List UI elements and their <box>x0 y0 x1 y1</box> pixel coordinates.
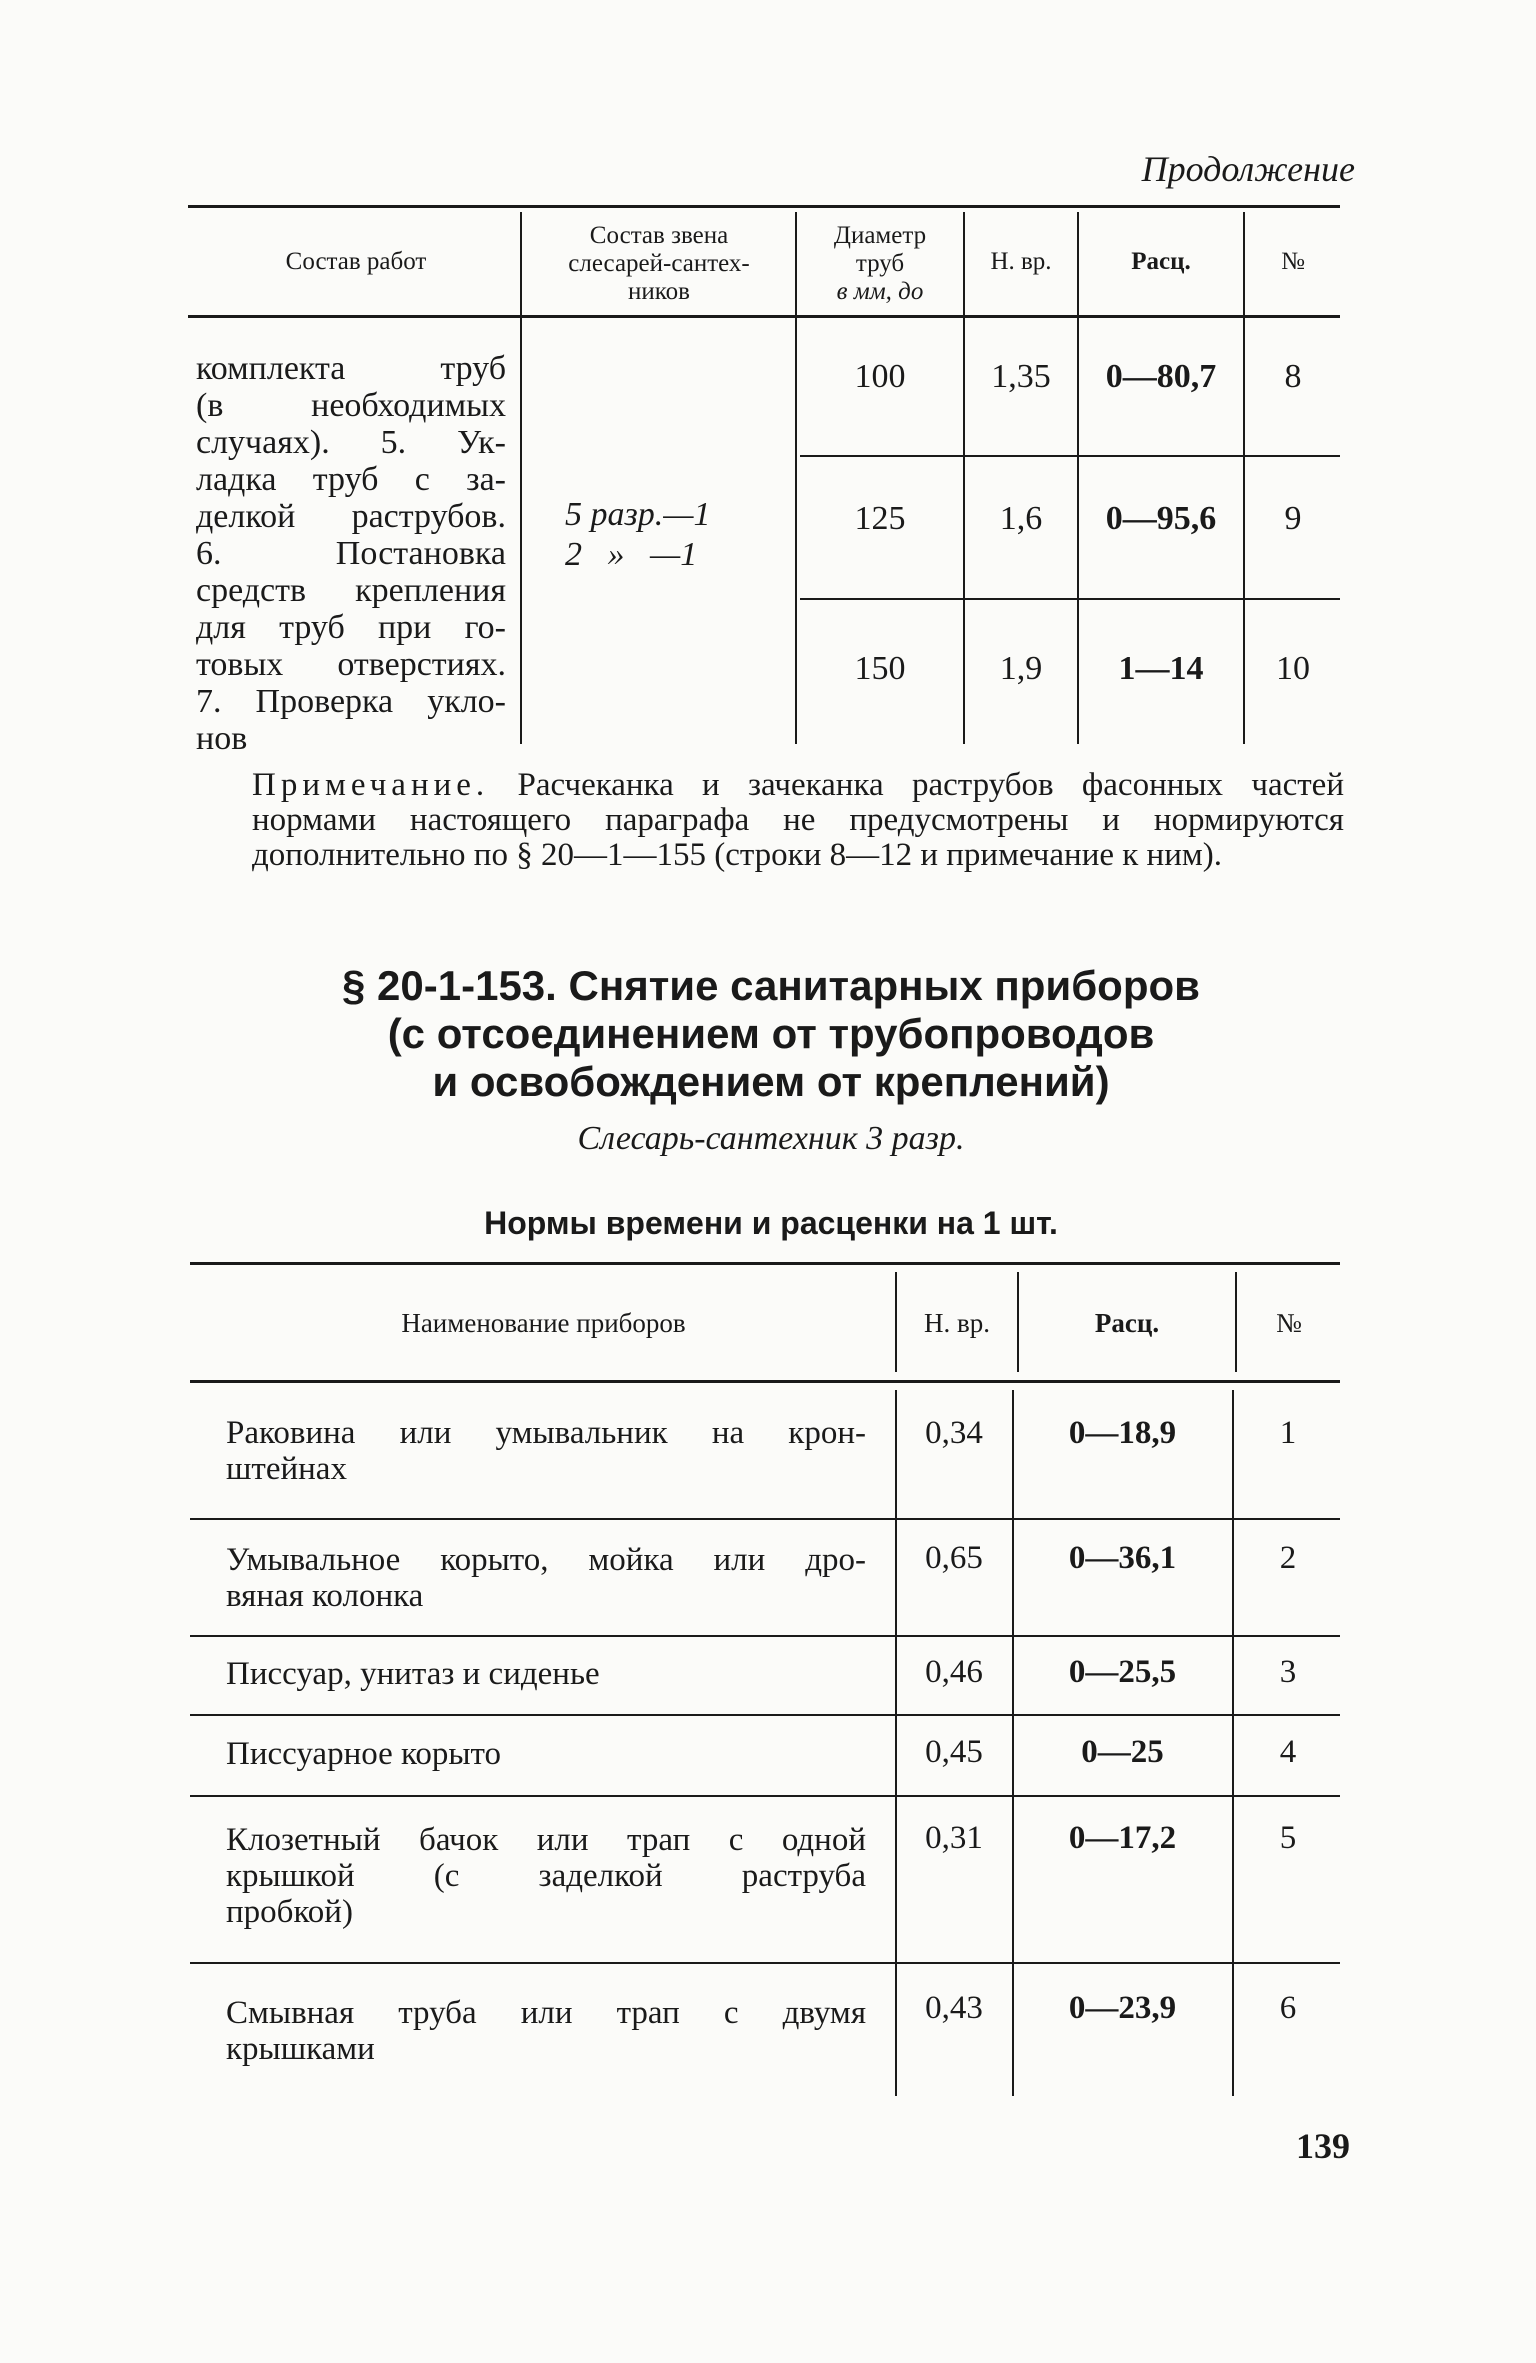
norm-cell: 0,31 <box>925 1820 983 1856</box>
section-heading: § 20-1-153. Снятие санитарных приборов (с отсоединением от трубопроводов и освобождением от креплений) <box>342 962 1200 1105</box>
diameter-cell: 150 <box>854 650 906 687</box>
table2-col-divider <box>895 1390 897 2096</box>
table1-col-divider <box>1243 212 1245 744</box>
table-subtitle: Нормы времени и расценки на 1 шт. <box>484 1205 1058 1241</box>
table2-header-rule <box>190 1380 1340 1383</box>
rate-cell: 0—25,5 <box>1068 1654 1177 1690</box>
table1-row-rule <box>800 598 1340 600</box>
table2-row-rule <box>190 1714 1340 1716</box>
worker-grade: Слесарь-сантехник 3 разр. <box>577 1120 965 1157</box>
table2-row-rule <box>190 1795 1340 1797</box>
table2-col-divider <box>1235 1272 1237 1372</box>
num-cell: 8 <box>1284 358 1302 395</box>
table2-row-rule <box>190 1635 1340 1637</box>
rate-cell: 0—95,6 <box>1105 500 1217 537</box>
device-name: Умывальное корыто, мойка или дро- вяная колонка <box>226 1542 866 1614</box>
table1-header-num: № <box>1281 248 1305 275</box>
norm-cell: 1,35 <box>991 358 1051 395</box>
norm-cell: 0,65 <box>925 1540 983 1576</box>
table1-header-crew: Состав звена слесарей-сантех- ников <box>568 222 750 305</box>
table1-header-diameter: Диаметр труб в мм, до <box>833 222 927 305</box>
table2-col-divider <box>1017 1272 1019 1372</box>
rate-cell: 0—25 <box>1081 1734 1164 1770</box>
num-cell: 4 <box>1279 1734 1297 1770</box>
norm-cell: 1,9 <box>999 650 1043 687</box>
table1-col-divider <box>520 212 522 744</box>
table2-header-num: № <box>1276 1308 1302 1338</box>
table2-col-divider <box>1232 1390 1234 2096</box>
norm-cell: 0,45 <box>925 1734 983 1770</box>
num-cell: 2 <box>1279 1540 1297 1576</box>
norm-cell: 1,6 <box>999 500 1043 537</box>
table1-header-rate: Расц. <box>1131 248 1191 275</box>
table1-col-divider <box>1077 212 1079 744</box>
rate-cell: 0—17,2 <box>1068 1820 1177 1856</box>
note-paragraph <box>252 768 1344 873</box>
crew-composition: 5 разр.—1 2 » —1 <box>565 496 711 573</box>
num-cell: 9 <box>1284 500 1302 537</box>
table2-top-rule <box>190 1262 1340 1265</box>
device-name: Раковина или умывальник на крон- штейнах <box>226 1415 866 1487</box>
rate-cell: 0—80,7 <box>1105 358 1217 395</box>
table1-header-norm: Н. вр. <box>990 248 1052 275</box>
table1-row-rule <box>800 455 1340 457</box>
num-cell: 3 <box>1279 1654 1297 1690</box>
table2-row-rule <box>190 1518 1340 1520</box>
rate-cell: 1—14 <box>1118 650 1204 687</box>
num-cell: 5 <box>1279 1820 1297 1856</box>
table2-col-divider <box>895 1272 897 1372</box>
device-name: Писсуар, унитаз и сиденье <box>226 1656 600 1692</box>
norm-cell: 0,46 <box>925 1654 983 1690</box>
table1-top-rule <box>188 205 1340 208</box>
table1-header-work: Состав работ <box>285 248 427 275</box>
table2-row-rule <box>190 1962 1340 1964</box>
table2-header-norm: Н. вр. <box>924 1308 990 1338</box>
continuation-label: Продолжение <box>1141 149 1355 189</box>
table1-header-rule <box>188 315 1340 318</box>
table2-header-rate: Расц. <box>1094 1308 1160 1338</box>
norm-cell: 0,34 <box>925 1415 983 1451</box>
diameter-cell: 125 <box>854 500 906 537</box>
table2-header-name: Наименование приборов <box>401 1308 686 1338</box>
table1-col-divider <box>795 212 797 744</box>
device-name: Клозетный бачок или трап с одной крышкой (с заделкой раструба пробкой) <box>226 1822 866 1930</box>
work-description: комплекта труб (в необходимых случаях). 5. Ук- ладка труб с за- делкой раструбов. 6. Постановка средств крепления для труб при го- товых отверстиях. 7. Проверка укло- нов <box>196 350 506 757</box>
note-lead: Примечание. <box>252 767 490 803</box>
table2-col-divider <box>1012 1390 1014 2096</box>
norm-cell: 0,43 <box>925 1990 983 2026</box>
diameter-cell: 100 <box>854 358 906 395</box>
note-text: Расчеканка и зачеканка раструбов фасонных частей нормами настоящего параграфа не предусмотрены и нормируются дополнительно по § 20—1—155 (строки 8—12 и примечание к ним). <box>252 767 1344 873</box>
rate-cell: 0—36,1 <box>1068 1540 1177 1576</box>
num-cell: 10 <box>1276 650 1310 687</box>
device-name: Смывная труба или трап с двумя крышками <box>226 1995 866 2067</box>
device-name: Писсуарное корыто <box>226 1736 502 1772</box>
page-number: 139 <box>1296 2126 1350 2166</box>
num-cell: 6 <box>1279 1990 1297 2026</box>
rate-cell: 0—23,9 <box>1068 1990 1177 2026</box>
num-cell: 1 <box>1279 1415 1297 1451</box>
rate-cell: 0—18,9 <box>1068 1415 1177 1451</box>
